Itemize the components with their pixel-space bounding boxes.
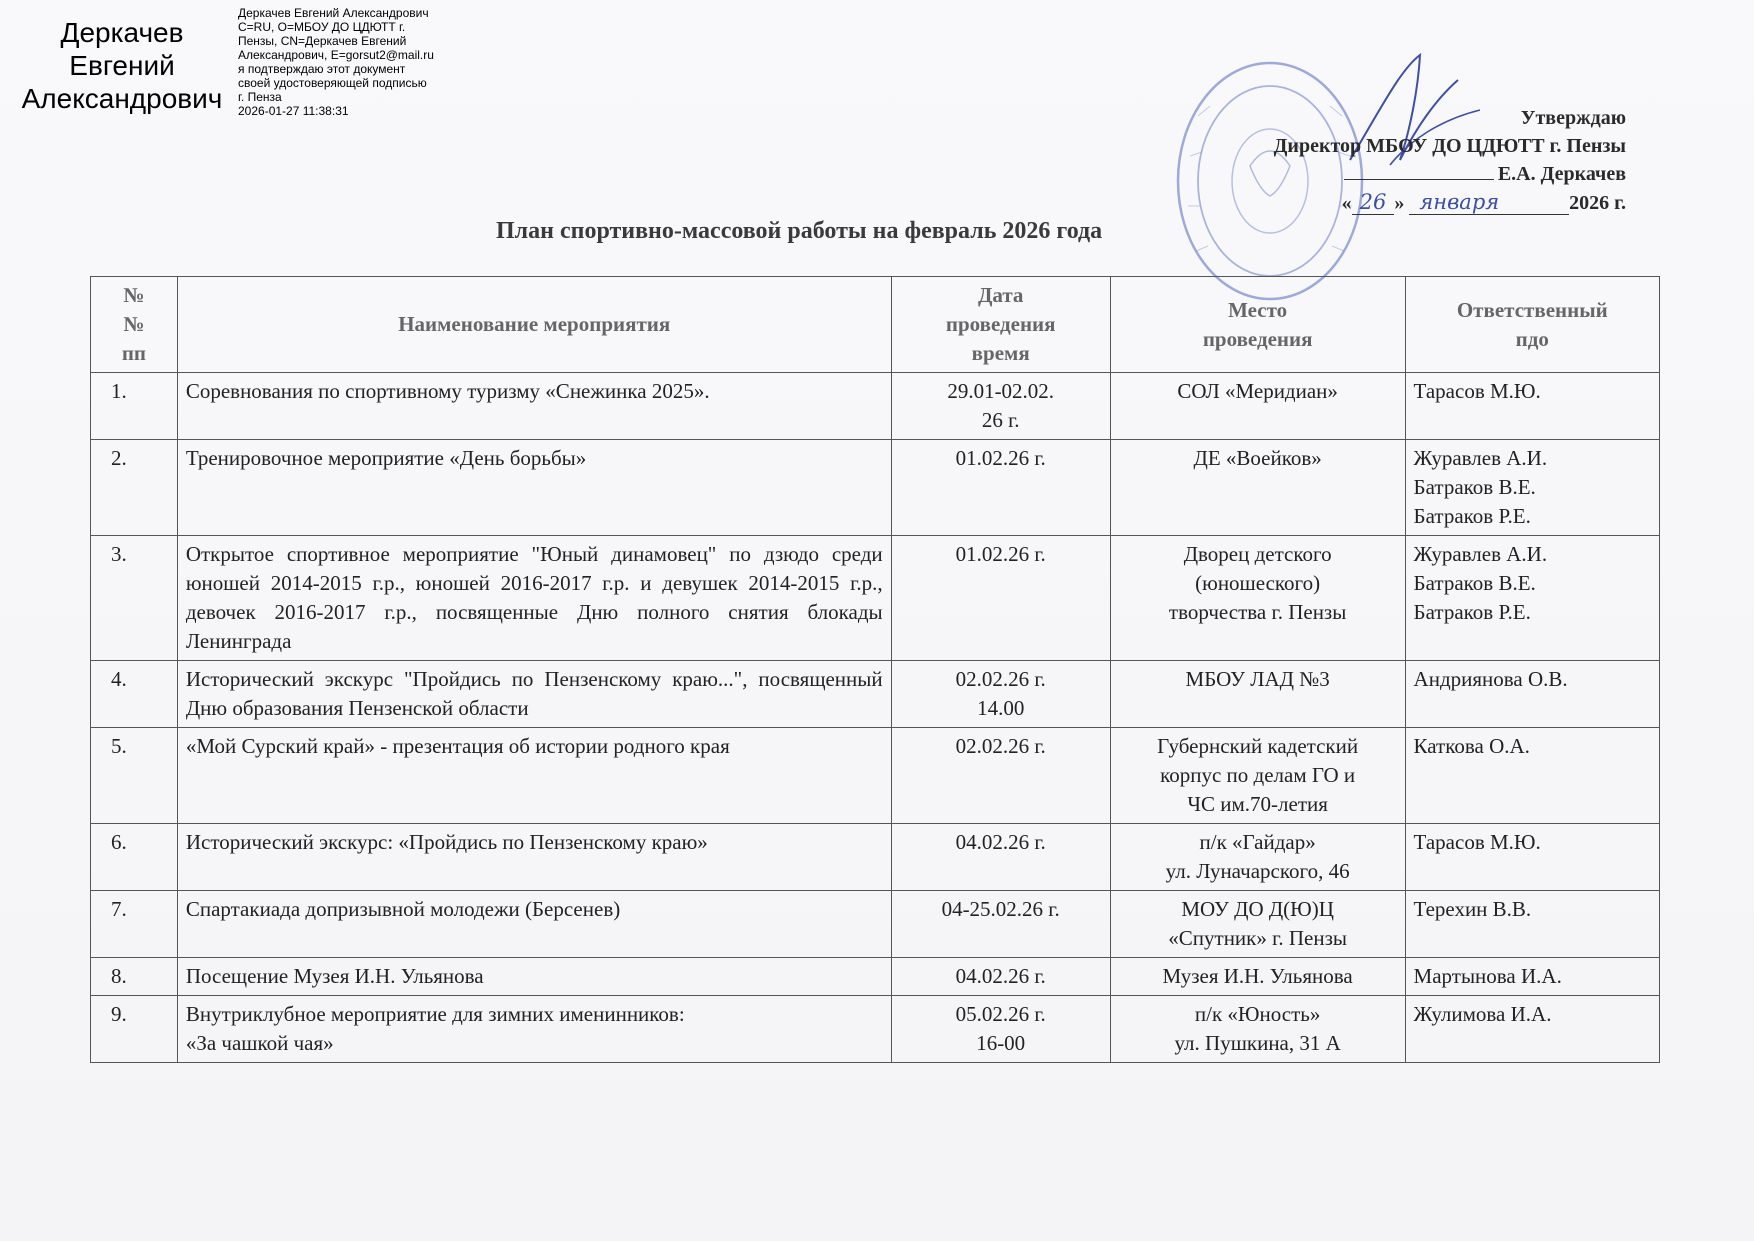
table-row xyxy=(91,824,1660,891)
signature-detail-line: я подтверждаю этот документ xyxy=(238,62,406,76)
cell-place: п/к «Юность» ул. Пушкина, 31 А xyxy=(1110,996,1405,1063)
header-num: № № пп xyxy=(91,277,178,373)
table-row xyxy=(91,891,1660,958)
header-place: Место проведения xyxy=(1110,277,1405,373)
cell-num: 2. xyxy=(91,440,178,536)
cell-num: 9. xyxy=(91,996,178,1063)
cell-date: 02.02.26 г. xyxy=(891,728,1110,824)
header-date: Дата проведения время xyxy=(891,277,1110,373)
cell-date: 02.02.26 г. 14.00 xyxy=(891,661,1110,728)
cell-num: 4. xyxy=(91,661,178,728)
cell-date: 04-25.02.26 г. xyxy=(891,891,1110,958)
cell-responsible: Тарасов М.Ю. xyxy=(1405,373,1659,440)
cell-date: 04.02.26 г. xyxy=(891,958,1110,996)
cell-num: 7. xyxy=(91,891,178,958)
cell-date: 01.02.26 г. xyxy=(891,536,1110,661)
cell-event-name: Посещение Музея И.Н. Ульянова xyxy=(177,958,891,996)
approval-name-line xyxy=(1274,160,1626,188)
header-name: Наименование мероприятия xyxy=(177,277,891,373)
cell-responsible: Каткова О.А. xyxy=(1405,728,1659,824)
cell-place: Дворец детского (юношеского) творчества г. Пензы xyxy=(1110,536,1405,661)
signature-detail-line: своей удостоверяющей подписью xyxy=(238,76,427,90)
cell-event-name: «Мой Сурский край» - презентация об истории родного края xyxy=(177,728,891,824)
cell-event-name: Тренировочное мероприятие «День борьбы» xyxy=(177,440,891,536)
cell-event-name: Соревнования по спортивному туризму «Снежинка 2025». xyxy=(177,373,891,440)
signature-blank xyxy=(1344,161,1494,180)
cell-place: Музея И.Н. Ульянова xyxy=(1110,958,1405,996)
cell-responsible: Жулимова И.А. xyxy=(1405,996,1659,1063)
approver-name: Е.А. Деркачев xyxy=(1497,163,1626,185)
table-header-row xyxy=(91,277,1660,373)
approval-block xyxy=(1274,104,1626,217)
approval-month: января xyxy=(1409,190,1569,215)
table-row xyxy=(91,661,1660,728)
cell-event-name: Исторический экскурс "Пройдись по Пензенскому краю...", посвященный Дню образования Пензенской области xyxy=(177,661,891,728)
cell-responsible: Тарасов М.Ю. xyxy=(1405,824,1659,891)
signature-name-line: Александрович xyxy=(21,83,223,114)
cell-date: 29.01-02.02. 26 г. xyxy=(891,373,1110,440)
digital-signature-name xyxy=(6,16,238,115)
cell-num: 3. xyxy=(91,536,178,661)
open-quote: « xyxy=(1341,192,1352,214)
cell-responsible: Журавлев А.И. Батраков В.Е. Батраков Р.Е. xyxy=(1405,536,1659,661)
signature-detail-line: Пензы, CN=Деркачев Евгений xyxy=(238,34,407,48)
table-row xyxy=(91,996,1660,1063)
signature-name-line: Деркачев xyxy=(60,17,184,48)
cell-num: 8. xyxy=(91,958,178,996)
approval-year: 2026 г. xyxy=(1569,192,1626,214)
cell-responsible: Журавлев А.И. Батраков В.Е. Батраков Р.Е. xyxy=(1405,440,1659,536)
cell-num: 1. xyxy=(91,373,178,440)
signature-detail-line: 2026-01-27 11:38:31 xyxy=(238,104,349,118)
table-row xyxy=(91,536,1660,661)
document-title: План спортивно-массовой работы на февраль 2026 года xyxy=(496,218,1103,244)
close-quote: » xyxy=(1394,192,1405,214)
cell-event-name: Исторический экскурс: «Пройдись по Пензенскому краю» xyxy=(177,824,891,891)
cell-responsible: Андриянова О.В. xyxy=(1405,661,1659,728)
cell-place: МБОУ ЛАД №3 xyxy=(1110,661,1405,728)
cell-date: 01.02.26 г. xyxy=(891,440,1110,536)
signature-detail-line: Александрович, E=gorsut2@mail.ru xyxy=(238,48,434,62)
header-responsible: Ответственный пдо xyxy=(1405,277,1659,373)
cell-event-name: Открытое спортивное мероприятие "Юный динамовец" по дзюдо среди юношей 2014-2015 г.р., юношей 2016-2017 г.р. и девушек 2014-2015 г.р., девочек 2016-2017 г.р., посвященные Дню полного снятия блокады Ленинграда xyxy=(177,536,891,661)
cell-num: 6. xyxy=(91,824,178,891)
signature-name-line: Евгений xyxy=(69,50,175,81)
table-row xyxy=(91,373,1660,440)
events-table xyxy=(90,276,1660,1063)
cell-num: 5. xyxy=(91,728,178,824)
signature-detail-line: C=RU, O=МБОУ ДО ЦДЮТТ г. xyxy=(238,20,406,34)
cell-event-name: Внутриклубное мероприятие для зимних именинников: «За чашкой чая» xyxy=(177,996,891,1063)
table-row xyxy=(91,958,1660,996)
cell-responsible: Терехин В.В. xyxy=(1405,891,1659,958)
cell-event-name: Спартакиада допризывной молодежи (Берсенев) xyxy=(177,891,891,958)
cell-place: ДЕ «Воейков» xyxy=(1110,440,1405,536)
approval-position: Директор МБОУ ДО ЦДЮТТ г. Пензы xyxy=(1273,135,1626,157)
table-row xyxy=(91,440,1660,536)
signature-detail-line: Деркачев Евгений Александрович xyxy=(238,6,429,20)
digital-signature-details xyxy=(238,6,473,118)
cell-date: 04.02.26 г. xyxy=(891,824,1110,891)
cell-place: п/к «Гайдар» ул. Луначарского, 46 xyxy=(1110,824,1405,891)
approval-day: 26 xyxy=(1352,190,1395,215)
cell-place: СОЛ «Меридиан» xyxy=(1110,373,1405,440)
cell-place: МОУ ДО Д(Ю)Ц «Спутник» г. Пензы xyxy=(1110,891,1405,958)
cell-place: Губернский кадетский корпус по делам ГО и ЧС им.70-летия xyxy=(1110,728,1405,824)
table-row xyxy=(91,728,1660,824)
approval-approve: Утверждаю xyxy=(1520,107,1626,129)
approval-date-line xyxy=(1274,188,1626,217)
signature-detail-line: г. Пенза xyxy=(238,90,282,104)
cell-date: 05.02.26 г. 16-00 xyxy=(891,996,1110,1063)
cell-responsible: Мартынова И.А. xyxy=(1405,958,1659,996)
